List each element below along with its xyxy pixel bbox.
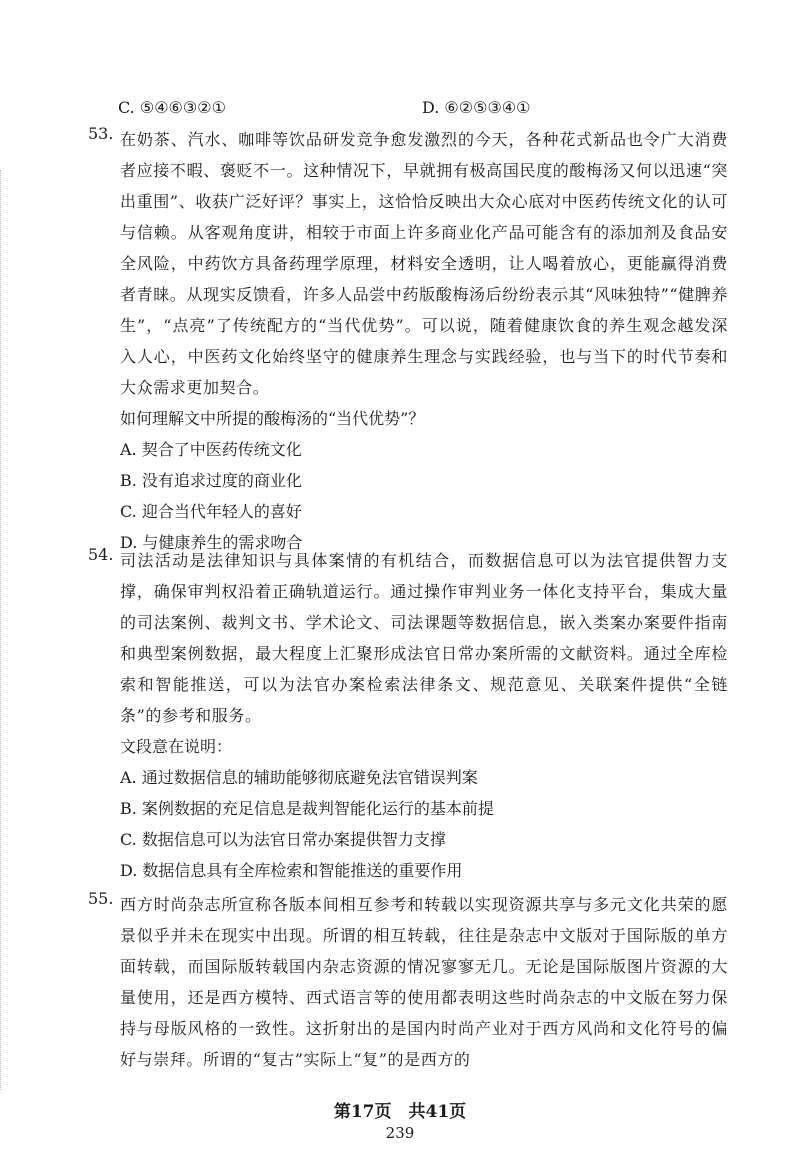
question-number: 54. bbox=[88, 545, 114, 564]
option-c: C. 数据信息可以为法官日常办案提供智力支撑 bbox=[120, 830, 446, 849]
question-passage: 司法活动是法律知识与具体案情的有机结合，而数据信息可以为法官提供智力支撑，确保审判权沿着正确轨道运行。通过操作审判业务一体化支持平台，集成大量的司法案例、裁判文书、学术论文、司法课题等数据信息，嵌入类案办案要件指南和典型案例数据，最大程度上汇聚形成法官日常办案所需的文献资料。通过全库检索和智能推送，可以为法官办案检索法律条文、规范意见、关联案件提供“全链条”的参考和服务。 bbox=[120, 551, 728, 725]
page-footer-label: 第17页 共41页 bbox=[333, 1102, 467, 1122]
question-54 bbox=[88, 545, 728, 886]
question-passage: 西方时尚杂志所宣称各版本间相互参考和转载以实现资源共享与多元文化共荣的愿景似乎并未在现实中出现。所谓的相互转载，往往是杂志中文版对于国际版的单方面转载，而国际版转载国内杂志资源的情况寥寥无几。无论是国际版图片资源的大量使用，还是西方模特、西式语言等的使用都表明这些时尚杂志的中文版在努力保持与母版风格的一致性。这折射出的是国内时尚产业对于西方风尚和文化符号的偏好与崇拜。所谓的“复古”实际上“复”的是西方的 bbox=[120, 895, 728, 1069]
question-number: 55. bbox=[88, 889, 114, 908]
question-passage: 在奶茶、汽水、咖啡等饮品研发竞争愈发激烈的今天，各种花式新品也令广大消费者应接不暇、褒贬不一。这种情况下，早就拥有极高国民度的酸梅汤又何以迅速“突出重围”、收获广泛好评？事实上，这恰恰反映出大众心底对中医药传统文化的认可与信赖。从客观角度讲，相较于市面上许多商业化产品可能含有的添加剂及食品安全风险，中药饮方具备药理学原理，材料安全透明，让人喝着放心，更能赢得消费者青睐。从现实反馈看，许多人品尝中药版酸梅汤后纷纷表示其“风味独特”“健脾养生”，“点亮”了传统配方的“当代优势”。可以说，随着健康饮食的养生观念越发深入人心，中医药文化始终坚守的健康养生理念与实践经验，也与当下的时代节奏和大众需求更加契合。 bbox=[120, 130, 728, 397]
option-b: B. 案例数据的充足信息是裁判智能化运行的基本前提 bbox=[120, 799, 494, 818]
option-b: B. 没有追求过度的商业化 bbox=[120, 471, 302, 490]
question-53 bbox=[88, 124, 728, 558]
scan-margin-marks bbox=[0, 170, 7, 1090]
option-a: A. 契合了中医药传统文化 bbox=[120, 440, 302, 459]
option-c: C. ⑤④⑥③②① bbox=[118, 98, 226, 117]
question-prompt: 如何理解文中所提的酸梅汤的“当代优势”？ bbox=[120, 409, 425, 428]
question-55 bbox=[88, 889, 728, 1075]
question-prompt: 文段意在说明： bbox=[120, 737, 233, 756]
option-c: C. 迎合当代年轻人的喜好 bbox=[120, 502, 302, 521]
option-a: A. 通过数据信息的辅助能够彻底避免法官错误判案 bbox=[120, 768, 478, 787]
option-d: D. ⑥②⑤③④① bbox=[422, 98, 531, 117]
page-number: 239 bbox=[385, 1124, 415, 1142]
option-d: D. 数据信息具有全库检索和智能推送的重要作用 bbox=[120, 861, 463, 880]
question-number: 53. bbox=[88, 124, 114, 143]
option-d: D. 与健康养生的需求吻合 bbox=[120, 533, 303, 552]
